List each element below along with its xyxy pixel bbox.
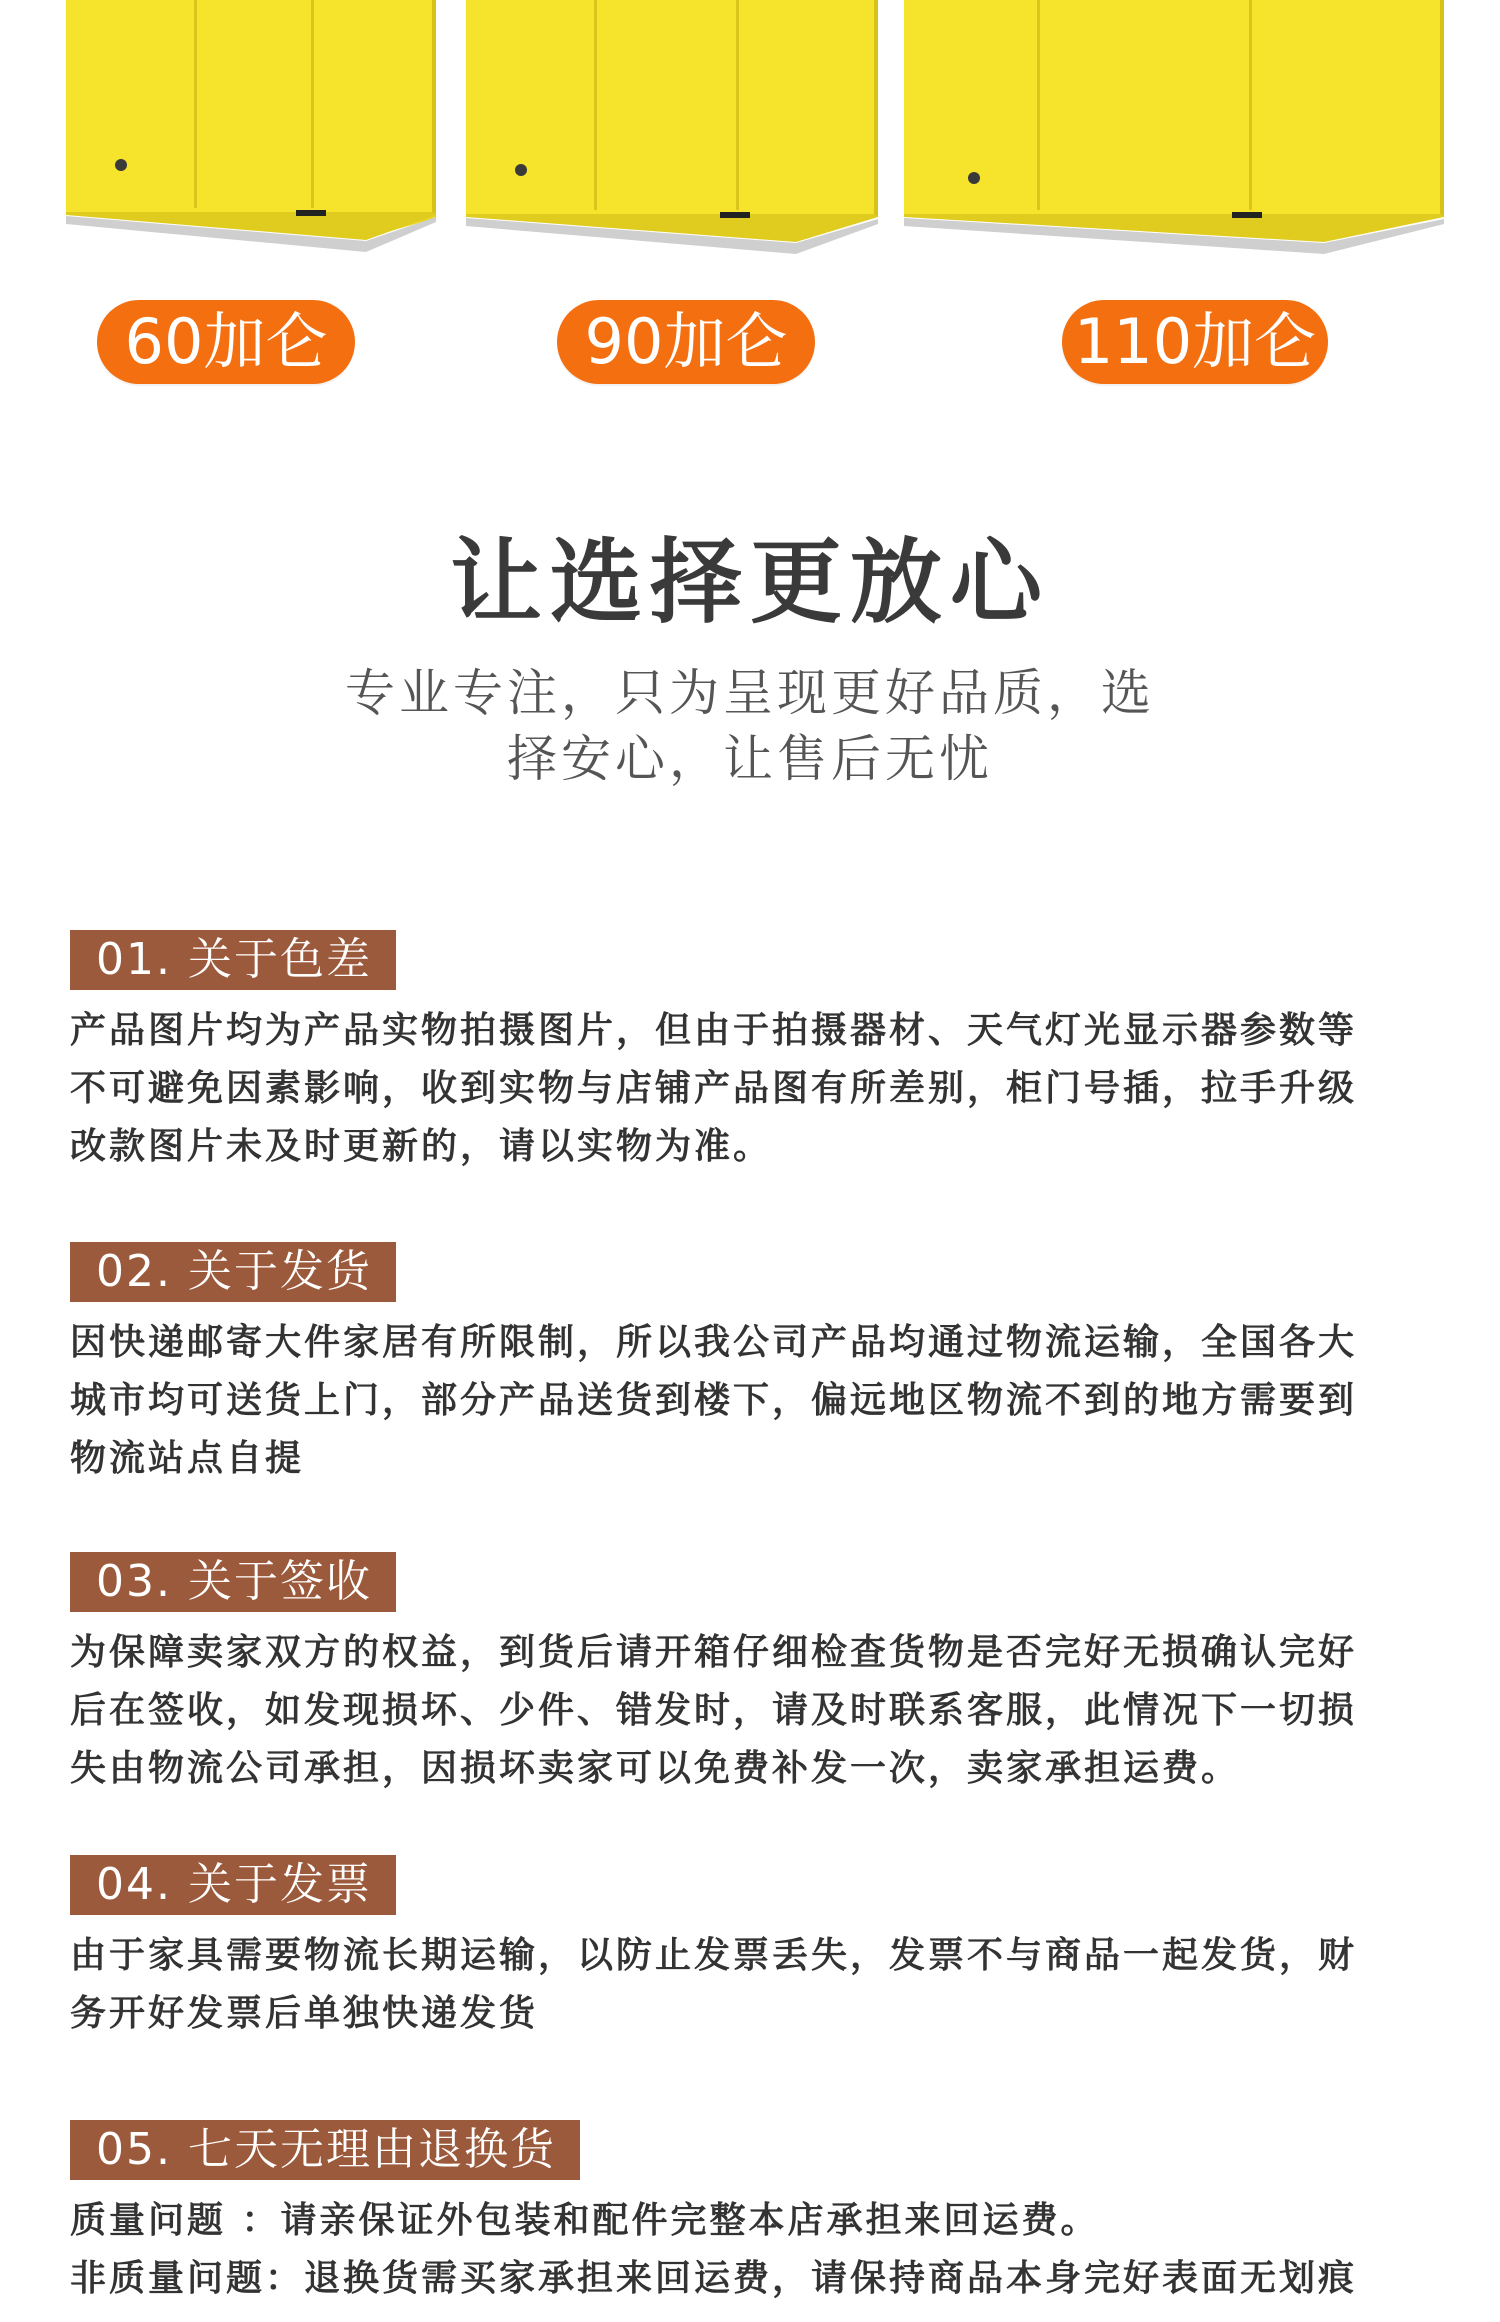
cabinet-image-90 [466,0,878,260]
section-title: 04. 关于发票 [70,1855,396,1915]
section-line: 改款图片未及时更新的，请以实物为准。 [70,1126,773,1167]
section-body [70,1624,1420,1798]
section-line: 务开好发票后单独快递发货 [70,1993,539,2034]
section-line: 质量问题 ：请亲保证外包装和配件完整本店承担来回运费。 [70,2200,1100,2241]
page-headline: 让选择更放心 [449,529,1050,636]
section-body [70,1927,1420,2043]
section-line: 物流站点自提 [70,1438,305,1479]
page-subheadline [300,660,1200,792]
capacity-badge-110[interactable]: 110加仑 [1062,300,1328,384]
section-title: 02. 关于发货 [70,1242,396,1302]
section-line: 由于家具需要物流长期运输，以防止发票丢失，发票不与商品一起发货，财 [70,1935,1358,1976]
section-color-difference [70,930,1420,1176]
section-receipt [70,1552,1420,1798]
subheadline-line-2: 择安心，让售后无忧 [507,730,993,788]
section-body [70,2192,1420,2308]
capacity-badge-60[interactable]: 60加仑 [97,300,355,384]
section-line: 失由物流公司承担，因损坏卖家可以免费补发一次，卖家承担运费。 [70,1748,1241,1789]
section-body [70,1002,1420,1176]
section-line: 为保障卖家双方的权益，到货后请开箱仔细检查货物是否完好无损确认完好 [70,1632,1358,1673]
section-title: 01. 关于色差 [70,930,396,990]
section-title: 05. 七天无理由退换货 [70,2120,580,2180]
section-invoice [70,1855,1420,2043]
section-shipping [70,1242,1420,1488]
capacity-badge-90[interactable]: 90加仑 [557,300,815,384]
section-line: 不可避免因素影响，收到实物与店铺产品图有所差别，柜门号插，拉手升级 [70,1068,1358,1109]
section-line: 因快递邮寄大件家居有所限制，所以我公司产品均通过物流运输，全国各大 [70,1322,1358,1363]
section-return-policy [70,2120,1420,2308]
section-body [70,1314,1420,1488]
cabinet-image-60 [66,0,436,260]
product-gallery [0,0,1500,420]
section-line: 城市均可送货上门，部分产品送货到楼下，偏远地区物流不到的地方需要到 [70,1380,1358,1421]
cabinet-image-110 [904,0,1444,260]
section-line: 非质量问题：退换货需买家承担来回运费，请保持商品本身完好表面无划痕 [70,2258,1358,2299]
subheadline-line-1: 专业专注，只为呈现更好品质，选 [345,664,1155,722]
section-line: 后在签收，如发现损坏、少件、错发时，请及时联系客服，此情况下一切损 [70,1690,1358,1731]
section-title: 03. 关于签收 [70,1552,396,1612]
section-line: 产品图片均为产品实物拍摄图片，但由于拍摄器材、天气灯光显示器参数等 [70,1010,1358,1051]
